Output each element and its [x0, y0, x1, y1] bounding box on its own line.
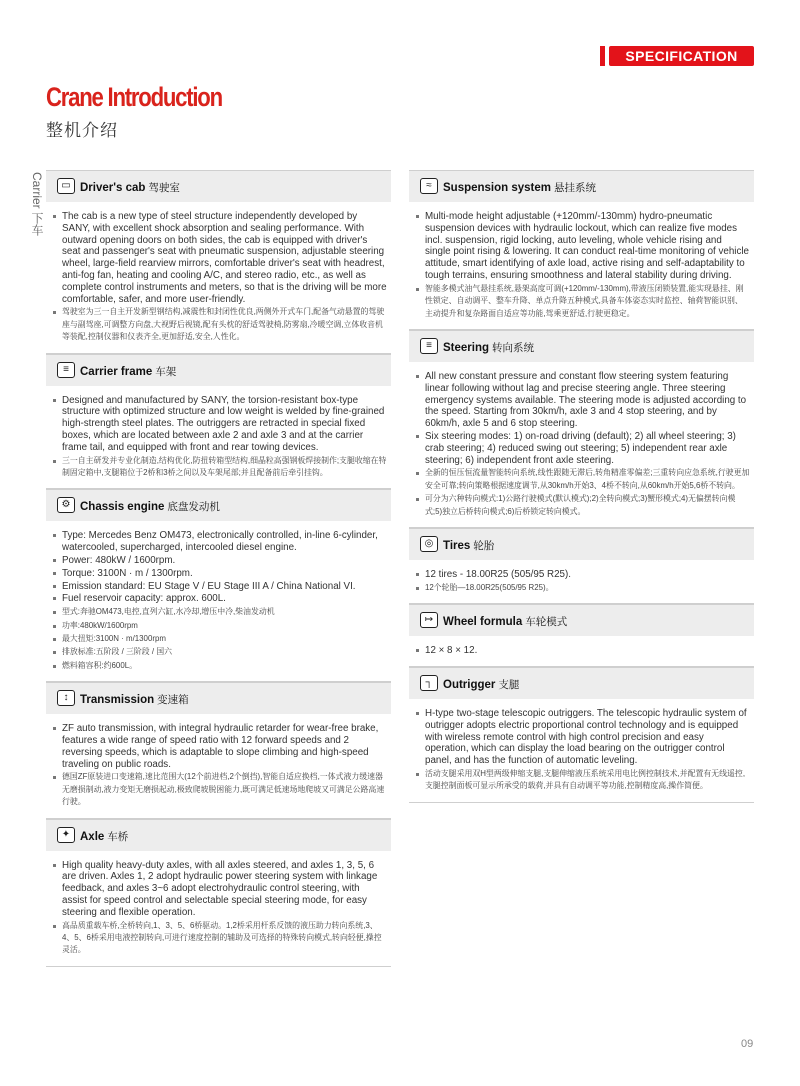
- section-title: [80, 829, 128, 844]
- bullet-item-cn: 三一自主研发并专业化制造,结构优化,防扭转箱型结构,细晶粒高强钢板焊接制作;支腿收缩在特制固定箱中,支腿箱位于2桥和3桥之间以及车架尾部;并且配备前后牵引挂钩。: [52, 455, 387, 480]
- section-title-cn: 支腿: [498, 679, 520, 691]
- section-body: [46, 386, 391, 490]
- engine-icon: ⚙: [57, 497, 75, 513]
- bullet-item-cn: 智能多模式油气悬挂系统,悬架高度可调(+120mm/-130mm),带液压闭锁装置,能实现悬挂、刚性锁定、自动调平、整车升降、单点升降五种模式,具备车体姿态实时监控、轴荷智能识别、主动提升和复杂路面自适应等功能,驾乘更舒适,行驶更稳定。: [415, 283, 750, 320]
- bullet-item: Emission standard: EU Stage V / EU Stage III A / China National VI.: [52, 581, 387, 593]
- section-header: [46, 819, 391, 851]
- bullet-item-cn: 型式:奔驰OM473,电控,直列六缸,水冷却,增压中冷,柴油发动机: [52, 606, 387, 618]
- gearshift-icon: ↕: [57, 690, 75, 706]
- section-body: [409, 362, 754, 528]
- bullet-item: All new constant pressure and constant flow steering system featuring linear following without lag and precise steering angle. Three steering emergency systems available. The steering mode is adjusted according to the speed. Starting from 30km/h, axle 3 and 4 stop steering, and by 60km/h, axle 5 and 6 stop steering.: [415, 371, 750, 430]
- section-title-cn: 车桥: [107, 830, 129, 843]
- section-title-cn: 悬挂系统: [554, 182, 597, 194]
- bullet-item: High quality heavy-duty axles, with all axles steered, and axles 1, 3, 5, 6 are driven. Axles 1, 2 adopt hydraulic power steering system with linkage feedback, and axles 3~6 adopt electrohydraulic control steering, with assist for speed control and selectable special steering mode, for easy steering and flexible operation.: [52, 860, 387, 919]
- bullet-item: Six steering modes: 1) on-road driving (default); 2) all wheel steering; 3) crab steering; 4) reduced swing out steering; 5) independent rear axle steering; 6) independent front axle steering.: [415, 431, 750, 466]
- section-title-en: Suspension system: [443, 182, 552, 194]
- bullet-item-cn: 最大扭矩:3100N · m/1300rpm: [52, 633, 387, 645]
- bullet-item-cn: 全新的恒压恒流量智能转向系统,线性跟随无滞后,转角精准零偏差;三重转向应急系统,行驶更加安全可靠;转向策略根据速度调节,从30km/h开始3、4桥不转向,从60km/h开始5,6桥不转向。: [415, 467, 750, 492]
- section-title: [443, 340, 534, 355]
- section-title-cn: 车轮模式: [525, 616, 568, 629]
- frame-icon: ≡: [57, 362, 75, 378]
- section-body: [46, 202, 391, 354]
- section-header: [46, 682, 391, 714]
- tire-icon: ◎: [420, 536, 438, 552]
- page-subtitle-cn: 整机介绍: [46, 121, 118, 140]
- section-title-en: Driver's cab: [80, 182, 146, 194]
- left-column: [46, 170, 391, 967]
- section-header: [409, 667, 754, 699]
- bullet-item-cn: 功率:480kW/1600rpm: [52, 620, 387, 632]
- section-title: [80, 180, 180, 195]
- bullet-item-cn: 12个轮胎—18.00R25(505/95 R25)。: [415, 582, 750, 594]
- tag-accent-bar: [600, 46, 605, 66]
- section-body: [409, 699, 754, 803]
- bullet-item: Torque: 3100N · m / 1300rpm.: [52, 568, 387, 580]
- section-body: [409, 560, 754, 604]
- section-header: [409, 604, 754, 636]
- bullet-item: Designed and manufactured by SANY, the torsion-resistant box-type structure with optimized structure and low weight is welded by fine-grained high-strength steel plates. The outriggers are retracted in special fixed boxes, which are located between axle 2 and axle 3 and at the carrier frame tail, and equipped with front and rear towing devices.: [52, 395, 387, 454]
- page-title: Crane Introduction: [46, 82, 222, 112]
- section-title: [443, 538, 494, 553]
- section-title-cn: 驾驶室: [148, 182, 180, 194]
- section-title-cn: 底盘发动机: [167, 501, 220, 514]
- section-title-cn: 变速箱: [157, 694, 189, 707]
- section-title-cn: 轮胎: [473, 540, 495, 552]
- bullet-item: Multi-mode height adjustable (+120mm/-130mm) hydro-pneumatic suspension devices with hydraulic lockout, which can realize five modes incl. suspension, rigid locking, auto leveling, whole vehicle rising and single point rising & lowering. It can conduct real-time monitoring of vehicle attitude, smart identifying of axle load, active rising and self-adaptability to tough terrains, ensuring smoothness and lateral stability during driving.: [415, 211, 750, 282]
- bullet-item-cn: 高品质重载车桥,全桥转向,1、3、5、6桥驱动。1,2桥采用杆系反馈的液压助力转向系统,3、4、5、6桥采用电液控制转向,可进行速度控制的辅助及可选择的特殊转向模式,转向轻便,操控灵活。: [52, 920, 387, 957]
- section-title: [80, 364, 176, 379]
- bullet-item: Fuel reservoir capacity: approx. 600L.: [52, 593, 387, 605]
- section-body: [46, 521, 391, 682]
- bullet-item-cn: 驾驶室为三一自主开发新型钢结构,减震性和封闭性优良,两侧外开式车门,配备气动悬置的驾驶座与副驾座,可调整方向盘,大视野后视镜,配有头枕的舒适驾驶椅,防雾扇,冷暖空调,立体收音机等装配,控制仪器和仪表齐全,更加舒适,安全,人性化。: [52, 306, 387, 343]
- section-title-en: Axle: [80, 830, 105, 843]
- page-number: 09: [741, 1038, 754, 1050]
- section-header: [46, 170, 391, 202]
- section-title-en: Outrigger: [443, 679, 496, 691]
- bullet-item-cn: 活动支腿采用双H型两级伸缩支腿,支腿伸缩液压系统采用电比例控制技术,并配置有无线遥控,支腿控制面板可显示所承受的载荷,并具有自动调平等功能,控制精度高,操作简便。: [415, 768, 750, 793]
- section-body: [46, 851, 391, 967]
- bullet-item: 12 × 8 × 12.: [415, 645, 750, 657]
- side-section-label: Carrier 下车: [30, 172, 44, 237]
- axle-icon: ✦: [57, 827, 75, 843]
- steering-icon: ≡: [420, 338, 438, 354]
- section-title-en: Carrier frame: [80, 365, 153, 378]
- wheel-formula-icon: ↦: [420, 612, 438, 628]
- section-title-en: Wheel formula: [443, 616, 523, 629]
- section-title-cn: 车架: [155, 365, 177, 378]
- section-header: [409, 170, 754, 202]
- section-title-en: Tires: [443, 540, 471, 552]
- specification-tag: [600, 46, 754, 66]
- section-header: [46, 354, 391, 386]
- section-header: [409, 528, 754, 560]
- section-title: [443, 677, 519, 692]
- section-title-en: Transmission: [80, 694, 155, 707]
- bullet-item-cn: 可分为六种转向模式:1)公路行驶模式(默认模式);2)全转向模式;3)蟹形模式;4)无偏摆转向模式;5)独立后桥转向模式;6)后桥锁定转向模式。: [415, 493, 750, 518]
- section-title: [443, 180, 596, 195]
- bullet-item: Power: 480kW / 1600rpm.: [52, 555, 387, 567]
- bullet-item-cn: 燃料箱容积:约600L。: [52, 660, 387, 672]
- section-body: [409, 202, 754, 330]
- bullet-item: 12 tires - 18.00R25 (505/95 R25).: [415, 569, 750, 581]
- section-title: [80, 499, 220, 514]
- cab-icon: ▭: [57, 178, 75, 194]
- bullet-item: Type: Mercedes Benz OM473, electronically controlled, in-line 6-cylinder, watercooled, supercharged, intercooled diesel engine.: [52, 530, 387, 554]
- section-title: [80, 692, 189, 707]
- section-header: [409, 330, 754, 362]
- bullet-item: H-type two-stage telescopic outriggers. The telescopic hydraulic system of outrigger adopts electric proportional control technology and is equipped with wireless remote control with high control precision and easy operation, which can display the load bearing on the outrigger control panel, and has the function of automatic leveling.: [415, 708, 750, 767]
- suspension-icon: ≈: [420, 178, 438, 194]
- bullet-item-cn: 排放标准:五阶段 / 三阶段 / 国六: [52, 646, 387, 658]
- specification-label: SPECIFICATION: [609, 46, 754, 66]
- bullet-item: The cab is a new type of steel structure independently developed by SANY, with excellent shock absorption and sealing performance. With outward opening doors on both sides, the cab is equipped with driver's seat and passenger's seat with pneumatic suspension, adjustable steering wheel, large-field rearview mirrors, comfortable driver's seat with headrest, anti-fog fan, heating and cooling A/C, and stereo radio, etc., as well as complete control instruments and meters, so that is the driving will be more comfortable, safer, and more user-friendly.: [52, 211, 387, 305]
- bullet-item: ZF auto transmission, with integral hydraulic retarder for wear-free brake, features a wide range of speed ratio with 12 forward speeds and 2 reversing speeds, which is adaptable to slope climbing and high-speed traveling on public roads.: [52, 723, 387, 770]
- section-header: [46, 489, 391, 521]
- section-body: [409, 636, 754, 667]
- section-body: [46, 714, 391, 818]
- section-title-cn: 转向系统: [492, 342, 535, 354]
- section-title-en: Chassis engine: [80, 501, 165, 514]
- bullet-item-cn: 德国ZF原装进口变速箱,速比范围大(12个前进档,2个倒挡),智能自适应换档,一体式液力缓速器无磨损制动,液力变矩无磨损起动,极致爬坡脱困能力,既可满足低速场地爬坡又可满足公路高速行驶。: [52, 771, 387, 808]
- section-title: [443, 614, 567, 629]
- outrigger-icon: ┐: [420, 675, 438, 691]
- section-title-en: Steering: [443, 342, 490, 354]
- right-column: [409, 170, 754, 803]
